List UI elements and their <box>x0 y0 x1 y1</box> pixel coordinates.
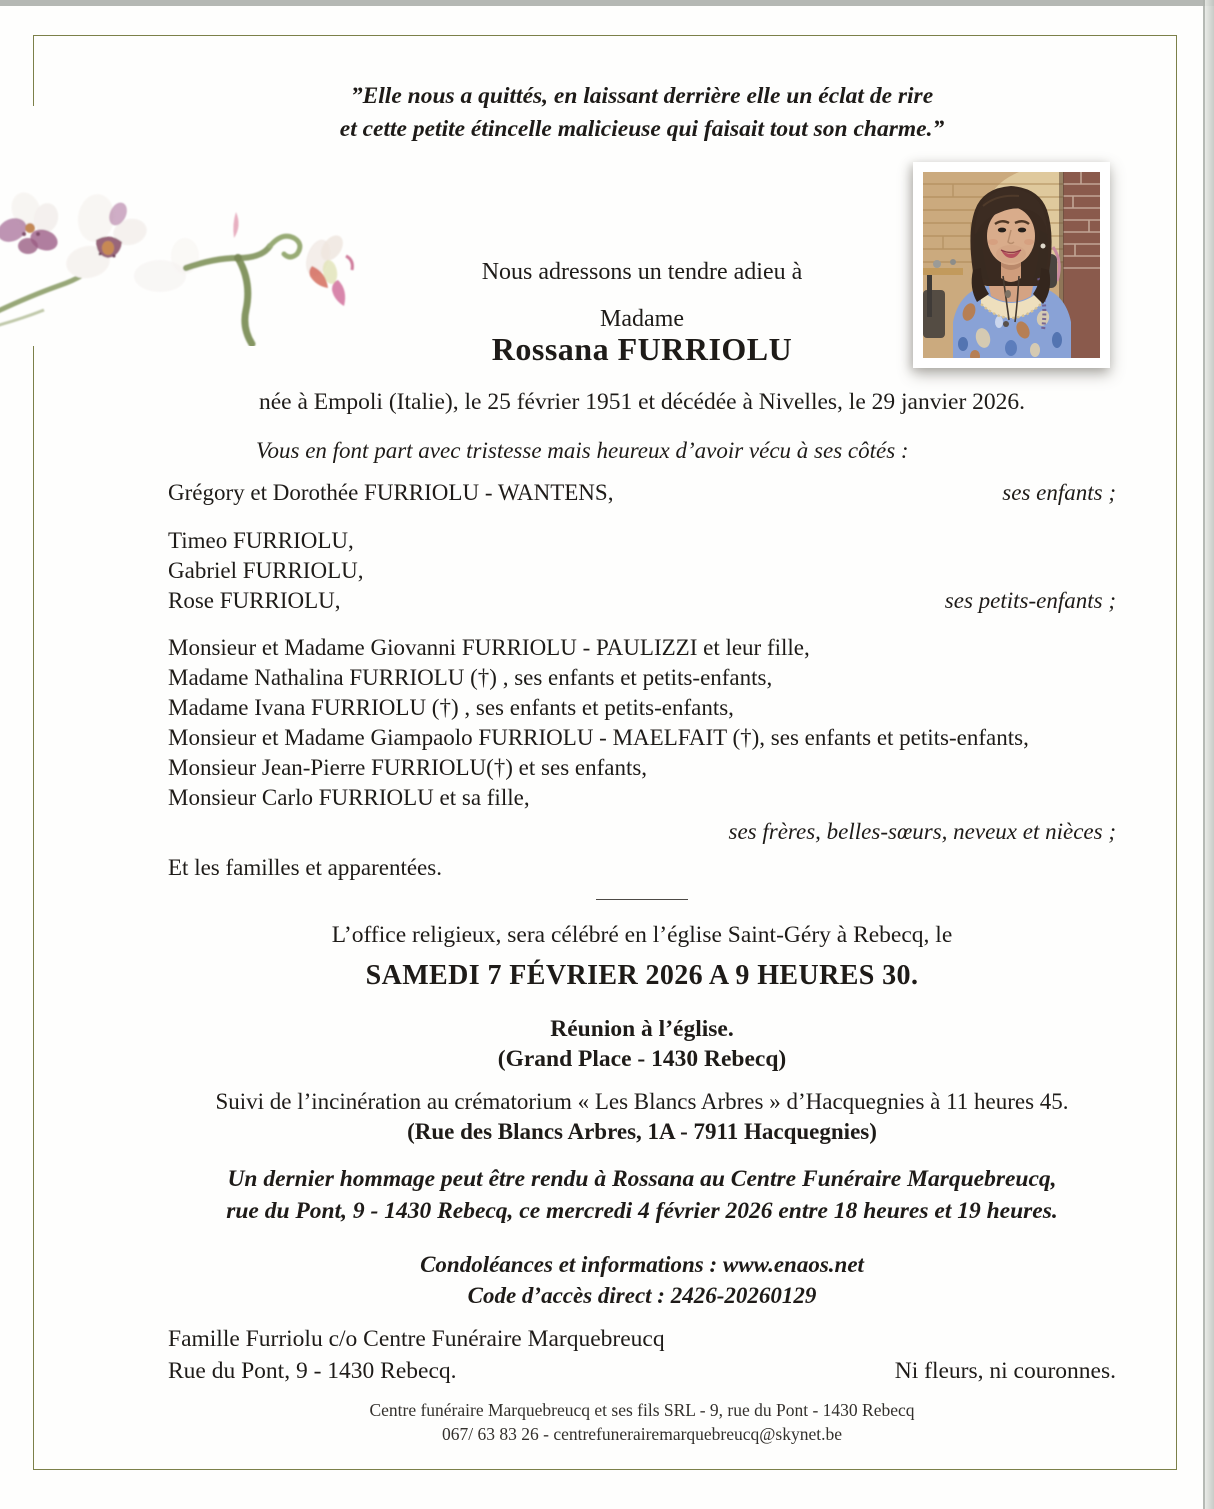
life-dates: née à Empoli (Italie), le 25 février 1951 et décédée à Nivelles, le 29 janvier 2026. <box>258 389 1026 415</box>
family-row <box>168 663 1116 693</box>
tribute-line-1: Un dernier hommage peut être rendu à Rossana au Centre Funéraire Marquebreucq, <box>227 1166 1057 1192</box>
family-row <box>168 633 1116 663</box>
family-member: Gabriel FURRIOLU, <box>168 558 364 583</box>
scan-edge-right <box>1203 0 1214 1509</box>
family-member: Madame Ivana FURRIOLU (†) , ses enfants et petits-enfants, <box>168 695 734 720</box>
announcement-line: Vous en font part avec tristesse mais heureux d’avoir vécu à ses côtés : <box>256 438 909 463</box>
salutation: Nous adressons un tendre adieu à <box>481 259 803 285</box>
family-relation-footer: ses frères, belles-sœurs, neveux et nièces ; <box>728 819 1116 844</box>
family-row <box>168 693 1116 723</box>
family-list <box>168 478 1116 813</box>
quote-line-1: ”Elle nous a quittés, en laissant derrière elle un éclat de rire <box>350 83 934 109</box>
funeral-home-footer-line-2: 067/ 63 83 26 - centrefunerairemarquebreucq@skynet.be <box>442 1424 842 1444</box>
tribute-line-2: rue du Pont, 9 - 1430 Rebecq, ce mercredi 4 février 2026 entre 18 heures et 19 heures. <box>226 1198 1058 1224</box>
access-code-line: Code d’accès direct : 2426-20260129 <box>467 1283 817 1308</box>
section-divider <box>168 899 1116 900</box>
civility-title: Madame <box>600 306 684 332</box>
family-relation: ses petits-enfants ; <box>944 588 1116 613</box>
ceremony-date: SAMEDI 7 FÉVRIER 2026 A 9 HEURES 30. <box>365 960 919 991</box>
cremation-line: Suivi de l’incinération au crématorium « Les Blancs Arbres » d’Hacquegnies à 11 heures 45. <box>215 1089 1069 1114</box>
ceremony-meeting: Réunion à l’église. <box>550 1016 734 1042</box>
family-member: Monsieur Carlo FURRIOLU et sa fille, <box>168 785 530 810</box>
tribute-block <box>168 1163 1116 1227</box>
family-member: Monsieur et Madame Giovanni FURRIOLU - PAULIZZI et leur fille, <box>168 635 810 660</box>
family-member: Monsieur et Madame Giampaolo FURRIOLU - MAELFAIT (†), ses enfants et petits-enfants, <box>168 725 1029 750</box>
ceremony-meeting-place: (Grand Place - 1430 Rebecq) <box>497 1046 787 1072</box>
funeral-home-footer-line-1: Centre funéraire Marquebreucq et ses fils SRL - 9, rue du Pont - 1430 Rebecq <box>369 1400 915 1420</box>
contact-row <box>168 1358 1116 1385</box>
opening-quote <box>168 80 1116 146</box>
family-member: Grégory et Dorothée FURRIOLU - WANTENS, <box>168 480 614 505</box>
family-row <box>168 783 1116 813</box>
family-member: Monsieur Jean-Pierre FURRIOLU(†) et ses enfants, <box>168 755 648 780</box>
text-column <box>168 0 1116 1509</box>
family-member: Timeo FURRIOLU, <box>168 528 354 553</box>
condolences-line: Condoléances et informations : www.enaos.net <box>420 1252 864 1277</box>
family-row <box>168 723 1116 753</box>
family-closing: Et les familles et apparentées. <box>168 855 442 880</box>
quote-line-2: et cette petite étincelle malicieuse qui faisait tout son charme.” <box>339 116 945 142</box>
cremation-address: (Rue des Blancs Arbres, 1A - 7911 Hacquegnies) <box>407 1119 877 1144</box>
family-relation: ses enfants ; <box>1002 480 1116 505</box>
family-member: Rose FURRIOLU, <box>168 588 341 613</box>
family-row <box>168 526 1116 556</box>
no-flowers-note: Ni fleurs, ni couronnes. <box>894 1358 1116 1384</box>
family-row <box>168 753 1116 783</box>
deceased-name: Rossana FURRIOLU <box>491 331 793 367</box>
family-member: Madame Nathalina FURRIOLU (†) , ses enfants et petits-enfants, <box>168 665 773 690</box>
family-row <box>168 556 1116 586</box>
ceremony-intro: L’office religieux, sera célébré en l’église Saint-Géry à Rebecq, le <box>331 922 953 948</box>
family-row <box>168 586 1116 616</box>
condolences-block <box>168 1249 1116 1311</box>
contact-family-line-2: Rue du Pont, 9 - 1430 Rebecq. <box>168 1358 457 1384</box>
contact-family-line-1: Famille Furriolu c/o Centre Funéraire Marquebreucq <box>168 1326 665 1352</box>
family-row <box>168 478 1116 508</box>
